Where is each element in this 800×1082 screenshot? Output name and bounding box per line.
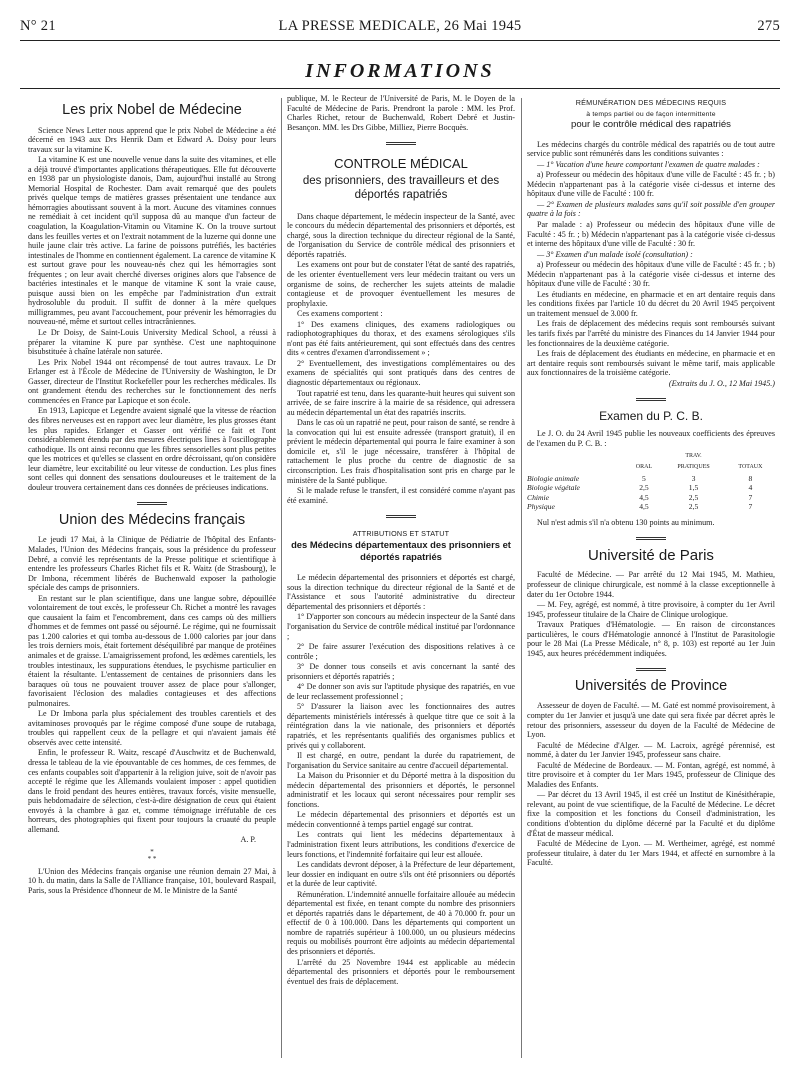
attributions-paragraph: 3° De donner tous conseils et avis concernant la santé des prisonniers et déportés rapatriés ;: [287, 662, 515, 681]
nobel-paragraph: Science News Letter nous apprend que le prix Nobel de Médecine a été décerné en 1943 aux Drs Henrik Dam et Edward A. Doisy pour leurs travaux sur la vitamine K.: [28, 125, 276, 154]
attributions-paragraph: Il est chargé, en outre, pendant la durée du rapatriement, de l'organisation du Service sanitaire au centre d'accueil départemental.: [287, 751, 515, 770]
nobel-paragraph: Le Dr Doisy, de Saint-Louis University Medical School, a réussi à préparer la vitamine K pure par synthèse. C'est une naphtoquinone bisubstituée à chaîne latérale non saturée.: [28, 328, 276, 357]
pcb-total: 7: [748, 492, 753, 502]
pcb-subject: Chimie: [527, 492, 549, 502]
section-ornament: [527, 664, 775, 674]
attributions-heading: des Médecins départementaux des prisonniers et déportés rapatriés: [291, 539, 511, 563]
table-row: [527, 493, 775, 503]
attributions-paragraph: 5° D'assurer la liaison avec les fonctionnaires des autres départements ministériels intéressés à quelque titre que ce soit à la réintégration dans la vie nationale, des prisonniers et déportés rapatriés, et les représentants qualifiés des organismes publics et privés qui y collaborent.: [287, 702, 515, 750]
column-divider-1: [281, 98, 282, 1058]
remuneration-paragraph: Les médecins chargés du contrôle médical des rapatriés ou de tout autre service public sont rémunérés dans les conditions suivantes :: [527, 139, 775, 159]
pcb-subject: Biologie animale: [527, 473, 580, 483]
header-rule: [20, 40, 780, 41]
controle-paragraph: 2° Eventuellement, des investigations complémentaires ou des examens de spécialités qui sont pratiqués dans des centres de diagnostic départementaux ou régionaux.: [287, 358, 515, 388]
remuneration-paragraph: Les étudiants en médecine, en pharmacie et en art dentaire requis dans les conditions fixées par l'article 10 du décret du 20 Avril 1945 perçoivent un traitement mensuel de 3.000 fr.: [527, 289, 775, 318]
banner-rule: [20, 88, 780, 89]
union-heading: Union des Médecins français: [58, 511, 246, 528]
nobel-paragraph: En 1913, Lapicque et Legendre avaient signalé que la vitesse de réaction des fibres nerveuses est en rapport avec leur diamètre, les plus grosses étant les plus rapides. Erlanger et Gasser ont vérifié ce fait et l'ont considérablement étendu par des mesures électriques lines à l'oscillographe cathodique. Ils ont ainsi reconnu que les fibres sensorielles sont plus petites que les motrices et qu'elles se classent en ordre décroissant, qu'on considère leur diamètre, leur excitabilité ou leur vitesse de conduction. Les plus fines sont celles qui donnent des sensations douloureuses et le traitement de la douleur trouvera certainement dans ces données de précieuses indications.: [28, 406, 276, 492]
table-row: [527, 474, 775, 484]
pcb-oral: 5: [642, 473, 646, 483]
nobel-paragraph: La vitamine K est une nouvelle venue dans la suite des vitamines, et elle a déjà trouvé d'importantes applications thérapeutiques. Elle fut découverte en 1938 par un physiologiste danois, Dam, aujourd'hui installé au Strong Memorial Hospital de Rochester. Dam avait remarqué que des poulets privés quelque temps de matières grasses présentaient une tendance aux hémorragies aboutissant souvent à la mort. Aucune des vitamines connues ne remédiait à cet incident qu'il supposa dû au manque d'un facteur de coagulation, la Koagulation-Vitamin ou Vitamine K. On la trouve surtout dans les feuilles vertes et on l'extrait notamment de la luzerne qui donne une huile jaune clair très active. La farine de poissons putréfiés, les bactéries intestinales de l'homme en contiennent également. La carence de vitamine K est surtout grave pour les nouveau-nés chez qui les hémorragies sont fréquentes ; on leur avait cherché diverses origines alors que l'absence de bactéries intestinales et le manque de vitamine K sont la vraie cause, puisque aussi bien on les empêche par l'administration d'un extrait hydrosoluble du produit. Il suffit de donner à la mère quelques milligrammes, peu avant l'accouchement, pour prévenir les hémorragies du nouveau-né, même et surtout celles intracrâniennes.: [28, 155, 276, 327]
column-1: [28, 94, 276, 1054]
attributions-paragraph: 4° De donner son avis sur l'aptitude physique des rapatriés, en vue de leur reclassement professionnel ;: [287, 682, 515, 701]
pcb-header-group: TRAV.: [685, 452, 702, 459]
union-paragraph: Le Dr Imbona parla plus spécialement des troubles carentiels et des avitaminoses provoqués par le régime composé d'une soupe de rutabaga, troubles qui rappellent ceux de la pellagre et qui n'avaient jamais été observés avec cette intensité.: [28, 709, 276, 747]
nobel-paragraph: Les Prix Nobel 1944 ont récompensé de tout autres travaux. Le Dr Erlanger est à l'École de Médecine de l'University de Washington, le Dr Gasser, directeur de l'Institut Rockefeller pour les recherches médicales. Ils ont grandement étendu des recherches sur le fonctionnement des nerfs commencées en France par Lapicque et son école.: [28, 357, 276, 405]
province-paragraph: Faculté de Médecine de Lyon. — M. Wertheimer, agrégé, est nommé professeur titulaire, à dater du 1er Mars 1944, et affecté en surnombre à la Faculté.: [527, 839, 775, 868]
pcb-intro: Le J. O. du 24 Avril 1945 publie les nouveaux coefficients des épreuves de l'examen du P. C. B. :: [527, 429, 775, 448]
controle-paragraph: 1° Des examens cliniques, des examens radiologiques ou radiophotographiques du thorax, et des examens sérologiques s'ils n'ont pas été faits antérieurement, qui sont effectués dans des centres dits « centres d'examen d'arrondissement » ;: [287, 319, 515, 358]
column-3: [527, 94, 775, 1054]
pcb-oral: 2,5: [639, 483, 649, 493]
pcb-trav: 2,5: [688, 492, 699, 502]
attributions-paragraph: Les candidats devront déposer, à la Préfecture de leur département, leur dossier en indiquant en outre s'ils ont été prisonniers ou déportés et la durée de leur captivité.: [287, 860, 515, 889]
nobel-heading: Les prix Nobel de Médecine: [62, 102, 242, 118]
union-footer-paragraph: L'Union des Médecins français organise une réunion demain 27 Mai, à 10 h. du matin, dans la Salle de l'Alliance française, 101, boulevard Raspail, Paris, sous la Présidence d'honneur de M. le Ministre de la Santé: [28, 866, 276, 896]
issue-number: N° 21: [20, 18, 56, 34]
remuneration-kicker-2: à temps partiel ou de façon intermittente: [586, 110, 716, 118]
continued-paragraph: publique, M. le Recteur de l'Université de Paris, M. le Doyen de la Faculté de Médecine de Paris. Prendront la parole : MM. les Prof. Charles Richet, retour de Buchenwald, Robert Debré et Justin-Besançon. MM. les Drs Gibbe, Milliez, Pierre Bocquès.: [287, 94, 515, 132]
pcb-note: Nul n'est admis s'il n'a obtenu 130 points au minimum.: [537, 517, 715, 527]
attributions-paragraph: Le médecin départemental des prisonniers et déportés est chargé, sous la direction technique du directeur régional de la Santé et de l'Assistance et sous l'autorité administrative du directeur départemental des prisonniers et déportés :: [287, 573, 515, 611]
controle-paragraph: Si le malade refuse le transfert, il est considéré comme n'ayant pas été examiné.: [287, 486, 515, 505]
pcb-trav: 1,5: [688, 483, 699, 493]
attributions-paragraph: Rémunération. L'indemnité annuelle forfaitaire allouée au médecin départemental est fixée, en tenant compte du nombre des prisonniers et déportés rapatriés dans le département, de 40 à 70.000 fr. pour un effectif de 0 à 100.000. Dans les départements qui comportent un nombre de rapatriés supérieur à 100.000, un ou plusieurs médecins requis ou mobilisés pourront être adjoints au médecin départemental des prisonniers et déportés.: [287, 889, 515, 957]
page-number: 275: [757, 18, 780, 34]
pcb-total: 4: [748, 483, 753, 493]
union-signature: A. P.: [240, 835, 256, 845]
attributions-paragraph: 2° De faire assurer l'exécution des dispositions relatives à ce contrôle ;: [287, 642, 515, 661]
remuneration-paragraph: Les frais de déplacement des médecins requis sont remboursés suivant les tarifs fixés par l'arrêté du ministre des Finances du 14 Janvier 1944 pour les fonctionnaires de la deuxième catégorie.: [527, 319, 775, 348]
asterism: * * *: [147, 847, 157, 863]
pcb-oral: 4,5: [639, 492, 649, 502]
section-ornament: [527, 394, 775, 404]
controle-paragraph: Tout rapatrié est tenu, dans les quarante-huit heures qui suivent son arrivée, de se faire inscrire à la mairie de sa résidence, qui adressera au médecin départemental un état des rapatriés inscrits.: [287, 388, 515, 417]
attributions-paragraph: 1° D'apporter son concours au médecin inspecteur de la Santé dans l'organisation du Service de contrôle médical institué par l'ordonnance ;: [287, 612, 515, 641]
attributions-paragraph: L'arrêté du 25 Novembre 1944 est applicable au médecin départemental des prisonniers et déportés pour le remboursement éventuel des frais de déplacement.: [287, 957, 515, 986]
controle-paragraph: Dans le cas où un rapatrié ne peut, pour raison de santé, se rendre à la convocation qui lui est ensuite adressée (transport gratuit), il en prévient le médecin départemental qui pourra le faire examiner à son domicile et, s'il le juge nécessaire, transférer à l'hôpital de rattachement le plus proche du centre de diagnostic de sa circonscription. Les frais d'hospitalisation sont pris en charge par le ministère de la Santé publique.: [287, 418, 515, 485]
section-ornament: [287, 511, 515, 521]
pcb-header: PRATIQUES: [677, 464, 710, 471]
section-banner: INFORMATIONS: [305, 60, 495, 82]
running-header: [20, 18, 780, 38]
remuneration-paragraph: — 3° Examen d'un malade isolé (consultation) :: [537, 249, 693, 259]
column-divider-2: [521, 98, 522, 1058]
union-paragraph: Le jeudi 17 Mai, à la Clinique de Pédiatrie de l'hôpital des Enfants-Malades, l'Union des Médecins français, sous la présidence du professeur Debré, a convié les représentants de la Presse politique et scientifique à entendre les professeurs Charles Richet fils et R. Waitz (de Strasbourg), le Dr Imbona, récemment libérés de Buchenwald exposer la pathologie spéciale des camps de prisonniers.: [28, 535, 276, 593]
remuneration-paragraph: a) Professeur ou médecin des hôpitaux d'une ville de Faculté : 45 fr. ; b) Médecin n'appartenant pas à la catégorie visée ci-dessus et interne des hôpitaux d'une ville de Faculté : 100 fr.: [527, 170, 775, 199]
pcb-table: [527, 451, 775, 512]
province-heading: Universités de Province: [574, 677, 728, 694]
controle-paragraph: Dans chaque département, le médecin inspecteur de la Santé, avec le concours du médecin départemental des prisonniers et déportés, est chargé, sous la direction technique du directeur régional de la Santé, de l'organisation du Service de contrôle médical des prisonniers et déportés rapatriés.: [287, 211, 515, 259]
attributions-paragraph: La Maison du Prisonnier et du Déporté mettra à la disposition du médecin départemental des prisonniers et déportés, le personnel administratif et les locaux qui seront nécessaires pour remplir ses fonctions.: [287, 771, 515, 809]
remuneration-paragraph: Les frais de déplacement des étudiants en médecine, en pharmacie et en art dentaire requis sont remboursés suivant le même tarif, mais applicable aux fonctionnaires de la troisième catégorie.: [527, 349, 775, 378]
pcb-total: 8: [748, 473, 753, 483]
table-row: [527, 502, 775, 512]
pcb-trav: 3: [691, 473, 696, 483]
section-ornament: [527, 533, 775, 543]
remuneration-heading: pour le contrôle médical des rapatriés: [571, 119, 731, 131]
remuneration-paragraph: — 2° Examen de plusieurs malades sans qu'il soit possible d'en grouper quatre à la fois :: [527, 199, 775, 219]
pcb-heading: Examen du P. C. B.: [599, 408, 703, 423]
remuneration-paragraph: Par malade : a) Professeur ou médecin des hôpitaux d'une ville de Faculté : 45 fr. ; b) Médecin n'appartenant pas à la catégorie visée ci-dessus et interne des hôpitaux d'une ville de Faculté : 30 fr.: [527, 220, 775, 249]
province-paragraph: — Par décret du 13 Avril 1945, il est créé un Institut de Kinésithérapie, relevant, au point de vue scientifique, de la Faculté de Médecine. Le décret fixe la composition et les fonctions du Conseil d'administration, les conditions d'obtention du diplôme décerné par la Faculté et du diplôme d'État de masseur médical.: [527, 790, 775, 838]
paris-paragraph: Travaux Pratiques d'Hématologie. — En raison de circonstances particulières, le cours d'Hématologie annoncé à l'Institut de Parasitologie pour le 28 Mai (La Presse Médicale, n° 8, p. 103) est reporté au 1er Juin 1945, aux heures précédemment indiquées.: [527, 620, 775, 658]
paris-paragraph: — M. Fey, agrégé, est nommé, à titre provisoire, à compter du 1er Avril 1945, professeur titulaire de la Chaire de Clinique urologique.: [527, 600, 775, 619]
attributions-paragraph: Le médecin départemental des prisonniers et déportés est un médecin conventionné à temps partiel engagé sur contrat.: [287, 810, 515, 829]
paris-heading: Université de Paris: [588, 546, 714, 564]
table-row: [527, 483, 775, 493]
paris-paragraph: Faculté de Médecine. — Par arrêté du 12 Mai 1945, M. Mathieu, professeur de clinique chirurgicale, est nommé à la classe exceptionnelle à dater du 1er Octobre 1944.: [527, 570, 775, 599]
pcb-subject: Biologie végétale: [527, 483, 580, 493]
remuneration-source: (Extraits du J. O., 12 Mai 1945.): [668, 378, 775, 388]
controle-paragraph: Ces examens comportent :: [297, 309, 383, 319]
pcb-header: TOTAUX: [738, 464, 763, 471]
attributions-kicker: ATTRIBUTIONS ET STATUT: [352, 528, 450, 538]
province-paragraph: Faculté de Médecine d'Alger. — M. Lacroix, agrégé pérennisé, est nommé, à dater du 1er Janvier 1945, professeur sans chaire.: [527, 740, 775, 760]
attributions-paragraph: Les contrats qui lient les médecins départementaux à l'administration fixent leurs attributions, les conditions d'exercice de leurs fonctions, et l'indemnité forfaitaire qui leur est allouée.: [287, 830, 515, 859]
pcb-trav: 2,5: [688, 502, 699, 512]
union-paragraph: Enfin, le professeur R. Waitz, rescapé d'Auschwitz et de Buchenwald, dressa le tableau de la vie épouvantable de ces hommes, de ces femmes, de ces enfants coupables soit d'appartenir à la religion juive, soit de n'avoir pas accepté le régime que les Allemands voulaient imposer : appel quotidien dans le froid pendant des heures entières, travaux forcés, visite mensuelle, puis hebdomadaire de sélection, c'est-à-dire désignation de ceux qui étaient envoyés à la chambre à gaz et, comme témoignage irréfutable de ces horreurs, des photographies qui fixent pour toujours la cruauté du peuple allemand.: [28, 748, 276, 834]
pcb-header: ORAL: [635, 464, 653, 471]
controle-subheading: des prisonniers, des travailleurs et des déportés rapatriés: [302, 174, 500, 201]
union-paragraph: En restant sur le plan scientifique, dans une langue sobre, dépouillée volontairement de tout excès, le professeur Ch. Richet a montré les ravages que causaient la faim et l'encombrement, dans ces camps où des milliers d'hommes et de femmes ont passé ou séjourné. Le régime, qui ne fournissait pas 1.200 calories et qui tomba au-dessous de 1.000 calories par jour dans les trois derniers mois, était fortement déséquilibré par manque de protéines animales et de graisse. L'amaigrissement profond, les œdèmes carentiels, les troubles intestinaux, les suppurations étendues, le psychisme particulier en étaient la résultante. L'entassement de centaines de prisonniers dans les baraques où tous ne pouvaient trouver assez de place pour s'allonger, favorisaient l'éclosion des maladies contagieuses et des affections pulmonaires.: [28, 593, 276, 708]
controle-paragraph: Les examens ont pour but de constater l'état de santé des rapatriés, de les orienter éventuellement vers leur médecin traitant ou vers un organisme de soins, de rechercher les sujets atteints de maladie contagieuse et de provoquer éventuellement les mesures de prophylaxie.: [287, 260, 515, 308]
section-ornament: [287, 138, 515, 148]
remuneration-paragraph: — 1° Vacation d'une heure comportant l'examen de quatre malades :: [537, 159, 760, 169]
remuneration-kicker: RÉMUNÉRATION DES MÉDECINS REQUIS: [575, 98, 727, 107]
province-paragraph: Assesseur de doyen de Faculté. — M. Gaté est nommé provisoirement, à compter du 1er Janvier et jusqu'à une date qui sera fixée par décret après le retour des prisonniers, assesseur du doyen de la Faculté de Médecine de Lyon.: [527, 701, 775, 740]
journal-title: LA PRESSE MEDICALE, 26 Mai 1945: [278, 18, 522, 34]
pcb-total: 7: [748, 502, 753, 512]
pcb-oral: 4,5: [639, 502, 649, 512]
pcb-subject: Physique: [527, 502, 555, 512]
controle-heading: CONTROLE MÉDICAL: [334, 155, 468, 171]
section-ornament: [28, 498, 276, 508]
column-2: [287, 94, 515, 1054]
remuneration-paragraph: a) Professeur ou médecin des hôpitaux d'une ville de Faculté : 45 fr. ; b) Médecin n'appartenant pas à la catégorie visée ci-dessus et interne des hôpitaux d'une ville de Faculté : 30 fr.: [527, 260, 775, 289]
province-paragraph: Faculté de Médecine de Bordeaux. — M. Fontan, agrégé, est nommé, à titre provisoire et à compter du 1er Mars 1945, professeur de Clinique des Maladies des Enfants.: [527, 760, 775, 789]
